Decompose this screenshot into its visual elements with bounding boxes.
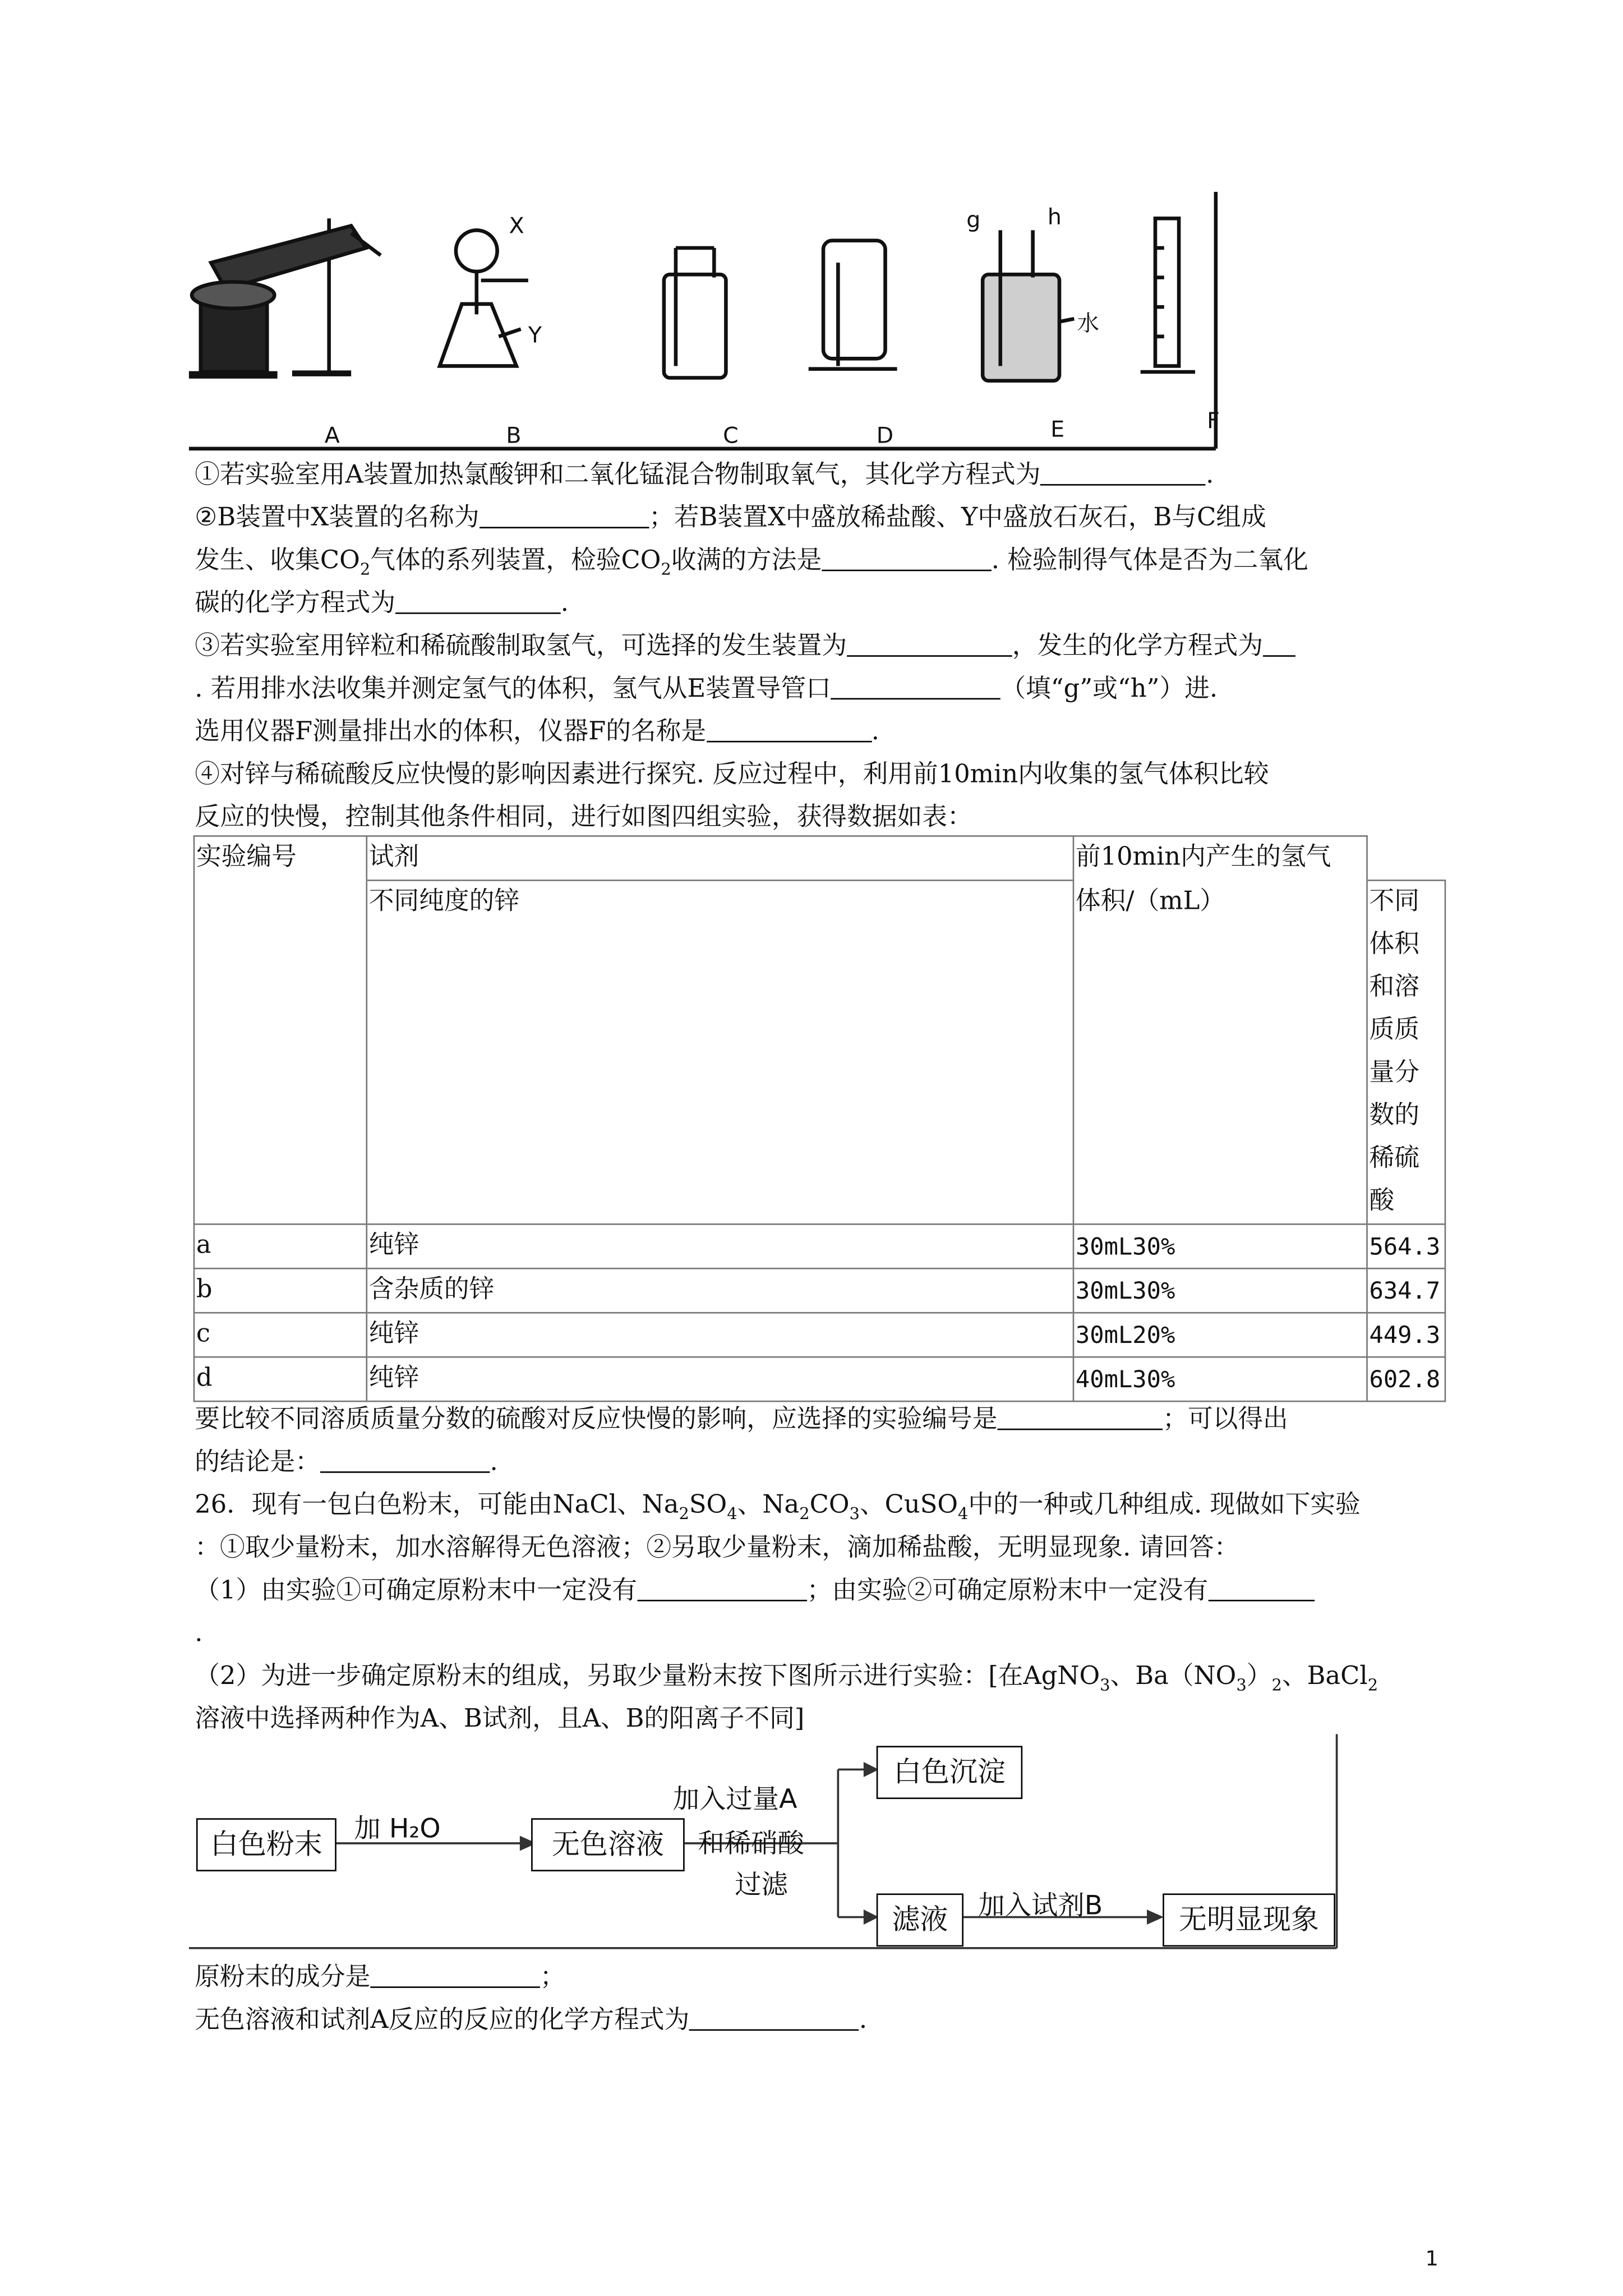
apparatus-d (809, 241, 897, 369)
answer-blank[interactable] (1263, 633, 1295, 657)
header-cell: 前10min内产生的氢气 (1073, 836, 1367, 880)
flow-box-filtrate: 滤液 (877, 1893, 963, 1947)
answer-blank[interactable] (831, 676, 1001, 700)
label-e: E (1050, 416, 1065, 443)
table-cell: 449.3 (1367, 1313, 1445, 1357)
header-cell: 体积/（mL） (1073, 880, 1367, 1224)
label-a: A (324, 422, 340, 449)
table-cell: 纯锌 (367, 1357, 1073, 1401)
flow-box-white-powder: 白色粉末 (196, 1818, 336, 1871)
annotation-water: 水 (1077, 310, 1100, 337)
answer-blank[interactable] (997, 1406, 1163, 1430)
annotation-y: Y (528, 322, 542, 348)
table-cell: 634.7 (1367, 1268, 1445, 1313)
table-cell: b (194, 1268, 367, 1313)
header-cell: 试剂 (367, 836, 1073, 880)
q26-part2-line1: （2）为进一步确定原粉末的组成，另取少量粉末按下图所示进行实验：[在AgNO$_3$、$Ba(NO_3)_2$、BaCl$_2$ (195, 1662, 1378, 1695)
answer-blank[interactable] (689, 2007, 859, 2031)
table-cell: 30mL30% (1073, 1224, 1367, 1268)
q25-part4-question: 要比较不同溶质质量分数的硫酸对反应快慢的影响，应选择的实验编号是 ；可以得出 (195, 1405, 1288, 1435)
table-cell: 40mL30% (1073, 1357, 1367, 1401)
answer-blank[interactable] (479, 505, 649, 528)
q25-part4-conclusion: 的结论是： . (195, 1447, 498, 1478)
q26-composition: 原粉末的成分是 ； (195, 1963, 565, 1993)
q25-part2-line1: ②B装置中X装置的名称为 ；若B装置X中盛放稀盐酸、Y中盛放石灰石，B与C组成 (195, 503, 1266, 533)
table-subheader-row (194, 880, 1445, 1224)
q26-equation: 无色溶液和试剂A反应的反应的化学方程式为 . (195, 2005, 868, 2036)
label-b: B (506, 422, 522, 449)
q25-part3-line2: . 若用排水法收集并测定氢气的体积，氢气从E装置导管口 （填“g”或“h”）进. (195, 674, 1218, 704)
annotation-g: g (966, 207, 981, 233)
q25-part3-line3: 选用仪器F测量排出水的体积，仪器F的名称是 . (195, 717, 880, 747)
q25-part1: ①若实验室用A装置加热氯酸钾和二氧化锰混合物制取氧气，其化学方程式为 . (195, 460, 1214, 490)
q26-intro: 26．现有一包白色粉末，可能由NaCl、$Na_2SO_4$、$Na_2CO_3$、CuSO$_4$中的一种或几种组成. 现做如下实验 (195, 1490, 1361, 1524)
answer-blank[interactable] (370, 1964, 540, 1988)
answer-blank[interactable] (1041, 462, 1206, 485)
q26-part1: （1）由实验①可确定原粉末中一定没有 ；由实验②可确定原粉末中一定没有 (195, 1576, 1314, 1606)
table-cell: 纯锌 (367, 1224, 1073, 1268)
flow-diagram (189, 1734, 1340, 1955)
experiment-table (193, 835, 1445, 1402)
q25-part4-line2: 反应的快慢，控制其他条件相同，进行如图四组实验，获得数据如表： (195, 803, 972, 832)
table-cell: a (194, 1224, 367, 1268)
apparatus-f (1141, 218, 1195, 372)
flow-box-colorless-solution: 无色溶液 (531, 1818, 685, 1871)
q25-part2-line2: 发生、收集$CO_2$气体的系列装置，检验$CO_2$收满的方法是 . 检验制得气体是否为二氧化 (195, 546, 1308, 579)
annotation-x: X (509, 213, 524, 239)
annotation-h: h (1047, 204, 1062, 230)
flow-label-add-reagent-b: 加入试剂B (978, 1890, 1103, 1922)
flow-label-condition-3: 过滤 (735, 1870, 788, 1901)
answer-blank[interactable] (320, 1450, 490, 1473)
table-cell: 602.8 (1367, 1357, 1445, 1401)
page-number: 1 (1425, 2247, 1438, 2271)
table-cell: 30mL20% (1073, 1313, 1367, 1357)
table-cell: d (194, 1357, 367, 1401)
q26-part1-end: . (195, 1619, 203, 1649)
header-cell: 不同体积和溶质质量分数的稀硫酸 (1367, 880, 1445, 1224)
table-header-row (194, 836, 1445, 880)
q26-part2-line2: 溶液中选择两种作为A、B试剂，且A、B的阳离子不同] (195, 1704, 805, 1734)
table-cell: 30mL30% (1073, 1268, 1367, 1313)
table-row (194, 1357, 1445, 1401)
header-empty-cell (1367, 836, 1445, 880)
flow-label-condition-1: 加入过量A (672, 1784, 797, 1816)
answer-blank[interactable] (395, 590, 561, 614)
label-c: C (723, 422, 739, 449)
apparatus-c (664, 248, 726, 378)
label-f: F (1207, 407, 1220, 434)
answer-blank[interactable] (847, 633, 1012, 657)
answer-blank[interactable] (1208, 1577, 1314, 1601)
answer-blank[interactable] (637, 1577, 807, 1601)
answer-blank[interactable] (706, 719, 872, 742)
header-cell: 实验编号 (194, 836, 367, 1224)
table-row (194, 1268, 1445, 1313)
apparatus-figure (189, 189, 1222, 452)
table-cell: c (194, 1313, 367, 1357)
table-cell: 纯锌 (367, 1313, 1073, 1357)
flow-label-add-water: 加 H₂O (354, 1814, 441, 1845)
q26-experiments: ：①取少量粉末，加水溶解得无色溶液；②另取少量粉末，滴加稀盐酸，无明显现象. 请回答： (195, 1533, 1239, 1563)
table-cell: 564.3 (1367, 1224, 1445, 1268)
q25-part4-line1: ④对锌与稀硫酸反应快慢的影响因素进行探究. 反应过程中，利用前10min内收集的氢气体积比较 (195, 760, 1269, 790)
table-row (194, 1313, 1445, 1357)
apparatus-e (983, 230, 1074, 380)
answer-blank[interactable] (822, 547, 992, 571)
header-cell: 不同纯度的锌 (367, 880, 1073, 1224)
apparatus-a (189, 218, 381, 375)
flow-box-white-precipitate: 白色沉淀 (877, 1746, 1022, 1799)
flow-box-no-phenomenon: 无明显现象 (1163, 1893, 1335, 1947)
label-d: D (876, 422, 894, 449)
table-cell: 含杂质的锌 (367, 1268, 1073, 1313)
table-row (194, 1224, 1445, 1268)
flow-label-condition-2: 和稀硝酸 (698, 1828, 804, 1860)
q25-part2-line3: 碳的化学方程式为 . (195, 588, 569, 619)
q25-part3-line1: ③若实验室用锌粒和稀硫酸制取氢气，可选择的发生装置为 ，发生的化学方程式为 (195, 632, 1295, 661)
apparatus-b (440, 230, 528, 366)
